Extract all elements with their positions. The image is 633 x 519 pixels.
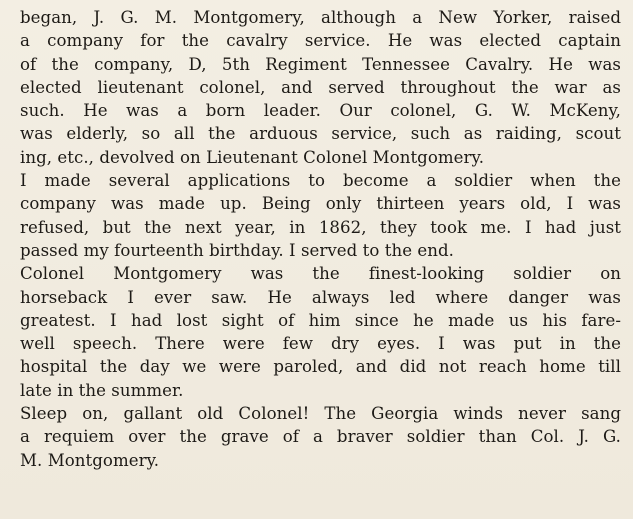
text-line: I made several applications to become a soldier when the [20,171,621,191]
text-line: was elderly, so all the arduous service, such as raiding, scout [20,124,621,144]
text-line: elected lieutenant colonel, and served throughout the war as [20,77,621,97]
text-line: such. He was a born leader. Our colonel, G. W. McKeny, [20,101,621,121]
text-line: hospital the day we were paroled, and did not reach home till [20,357,621,377]
text-line: M. Montgomery. [20,450,160,470]
text-line: began, J. G. M. Montgomery, although a New Yorker, raised [20,8,621,27]
text-line: Colonel Montgomery was the finest-looking soldier on [20,264,621,284]
paragraph [20,6,621,169]
text-line: a company for the cavalry service. He was elected captain [20,31,621,51]
text-line: of the company, D, 5th Regiment Tennessee Cavalry. He was [20,54,621,74]
paragraph [20,169,621,262]
text-line: passed my fourteenth birthday. I served to the end. [20,240,455,260]
text-line: well speech. There were few dry eyes. I was put in the [20,334,621,354]
text-line: ing, etc., devolved on Lieutenant Colonel Montgomery. [20,147,485,167]
text-line: horseback I ever saw. He always led where danger was [20,287,621,307]
text-line: a requiem over the grave of a braver soldier than Col. J. G. [20,427,621,447]
text-line: company was made up. Being only thirteen years old, I was [20,194,621,214]
paragraph [20,262,621,402]
text-line: greatest. I had lost sight of him since he made us his fare- [20,310,621,330]
paragraph [20,402,621,472]
text-line: refused, but the next year, in 1862, they took me. I had just [20,217,621,237]
text-line: Sleep on, gallant old Colonel! The Georgia winds never sang [20,404,621,424]
text-line: late in the summer. [20,380,184,400]
